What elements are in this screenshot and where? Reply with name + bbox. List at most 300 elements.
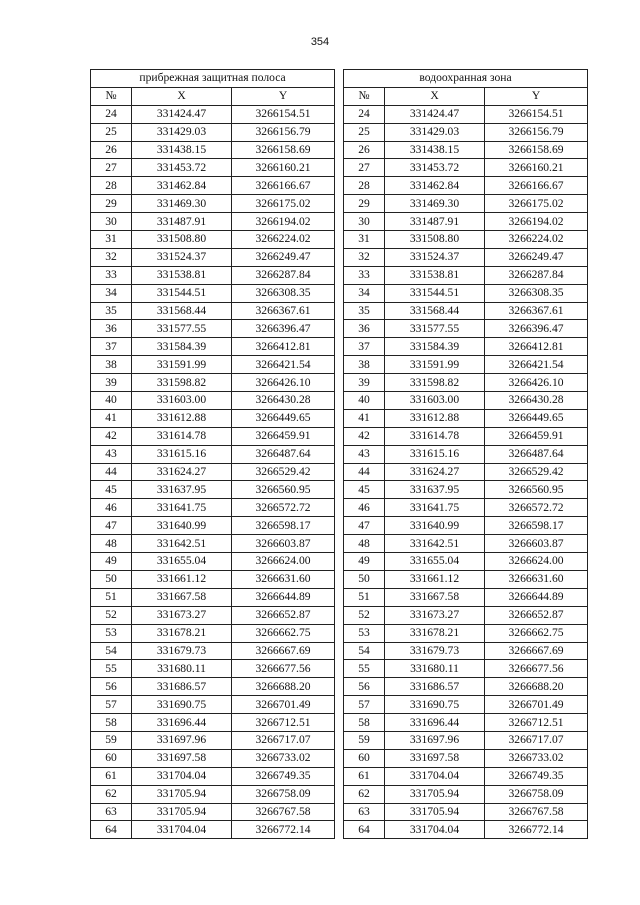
table-row — [91, 767, 335, 785]
cell-number: 46 — [91, 499, 132, 517]
table-row — [344, 231, 588, 249]
table-row — [91, 553, 335, 571]
cell-y: 3266459.91 — [232, 427, 335, 445]
cell-number: 58 — [91, 714, 132, 732]
cell-y: 3266652.87 — [232, 606, 335, 624]
table-row — [344, 606, 588, 624]
cell-number: 35 — [344, 302, 385, 320]
cell-x: 331487.91 — [385, 213, 485, 231]
cell-x: 331584.39 — [385, 338, 485, 356]
table-row — [344, 570, 588, 588]
cell-number: 53 — [91, 624, 132, 642]
cell-y: 3266717.07 — [485, 731, 588, 749]
cell-x: 331637.95 — [385, 481, 485, 499]
cell-x: 331679.73 — [132, 642, 232, 660]
cell-y: 3266631.60 — [232, 570, 335, 588]
cell-y: 3266421.54 — [232, 356, 335, 374]
cell-number: 59 — [344, 731, 385, 749]
cell-number: 29 — [91, 195, 132, 213]
table-row — [344, 213, 588, 231]
cell-x: 331680.11 — [385, 660, 485, 678]
cell-y: 3266772.14 — [232, 821, 335, 839]
table-row — [344, 821, 588, 839]
table-row — [344, 803, 588, 821]
cell-number: 38 — [344, 356, 385, 374]
table-row — [91, 821, 335, 839]
cell-number: 27 — [344, 159, 385, 177]
cell-x: 331429.03 — [132, 123, 232, 141]
cell-y: 3266560.95 — [485, 481, 588, 499]
table-row — [344, 696, 588, 714]
cell-y: 3266249.47 — [485, 248, 588, 266]
cell-x: 331690.75 — [132, 696, 232, 714]
cell-number: 61 — [91, 767, 132, 785]
cell-y: 3266624.00 — [485, 553, 588, 571]
table-row — [91, 284, 335, 302]
cell-y: 3266572.72 — [485, 499, 588, 517]
cell-number: 26 — [91, 141, 132, 159]
cell-y: 3266662.75 — [232, 624, 335, 642]
cell-number: 63 — [91, 803, 132, 821]
table-row — [91, 803, 335, 821]
cell-y: 3266767.58 — [232, 803, 335, 821]
cell-y: 3266701.49 — [485, 696, 588, 714]
cell-number: 45 — [344, 481, 385, 499]
cell-y: 3266487.64 — [232, 445, 335, 463]
cell-y: 3266412.81 — [485, 338, 588, 356]
cell-y: 3266426.10 — [232, 374, 335, 392]
table-title: водоохранная зона — [344, 70, 588, 88]
table-row — [344, 517, 588, 535]
cell-y: 3266758.09 — [485, 785, 588, 803]
cell-y: 3266644.89 — [232, 588, 335, 606]
cell-y: 3266308.35 — [485, 284, 588, 302]
cell-x: 331637.95 — [132, 481, 232, 499]
cell-x: 331696.44 — [132, 714, 232, 732]
cell-number: 41 — [91, 409, 132, 427]
cell-number: 43 — [91, 445, 132, 463]
table-body — [344, 105, 588, 839]
cell-x: 331438.15 — [385, 141, 485, 159]
cell-x: 331603.00 — [132, 392, 232, 410]
cell-y: 3266194.02 — [485, 213, 588, 231]
table-row — [344, 356, 588, 374]
table-row — [91, 231, 335, 249]
table-row — [344, 660, 588, 678]
column-header-number: № — [91, 87, 132, 105]
cell-y: 3266426.10 — [485, 374, 588, 392]
cell-x: 331704.04 — [132, 821, 232, 839]
table-row — [91, 535, 335, 553]
cell-y: 3266308.35 — [232, 284, 335, 302]
cell-number: 28 — [344, 177, 385, 195]
cell-x: 331705.94 — [385, 785, 485, 803]
cell-y: 3266677.56 — [232, 660, 335, 678]
cell-number: 44 — [91, 463, 132, 481]
table-row — [91, 714, 335, 732]
cell-x: 331538.81 — [385, 266, 485, 284]
table-row — [91, 517, 335, 535]
cell-y: 3266749.35 — [485, 767, 588, 785]
table-row — [344, 195, 588, 213]
cell-y: 3266772.14 — [485, 821, 588, 839]
cell-x: 331584.39 — [132, 338, 232, 356]
table-row — [344, 302, 588, 320]
cell-x: 331667.58 — [385, 588, 485, 606]
table-row — [91, 195, 335, 213]
table-row — [91, 588, 335, 606]
cell-y: 3266572.72 — [232, 499, 335, 517]
cell-number: 64 — [91, 821, 132, 839]
cell-x: 331615.16 — [385, 445, 485, 463]
table-row — [344, 266, 588, 284]
cell-y: 3266624.00 — [232, 553, 335, 571]
table-row — [344, 624, 588, 642]
table-row — [91, 409, 335, 427]
table-row — [344, 588, 588, 606]
cell-number: 63 — [344, 803, 385, 821]
cell-x: 331680.11 — [132, 660, 232, 678]
cell-y: 3266717.07 — [232, 731, 335, 749]
table-row — [91, 606, 335, 624]
cell-x: 331568.44 — [385, 302, 485, 320]
cell-x: 331453.72 — [132, 159, 232, 177]
cell-y: 3266712.51 — [232, 714, 335, 732]
cell-number: 42 — [344, 427, 385, 445]
table-row — [344, 678, 588, 696]
cell-number: 40 — [344, 392, 385, 410]
cell-y: 3266767.58 — [485, 803, 588, 821]
cell-y: 3266224.02 — [232, 231, 335, 249]
cell-x: 331673.27 — [385, 606, 485, 624]
cell-number: 55 — [344, 660, 385, 678]
cell-number: 52 — [344, 606, 385, 624]
table-row — [91, 105, 335, 123]
cell-number: 52 — [91, 606, 132, 624]
cell-number: 32 — [344, 248, 385, 266]
cell-y: 3266459.91 — [485, 427, 588, 445]
cell-x: 331508.80 — [132, 231, 232, 249]
cell-number: 50 — [344, 570, 385, 588]
cell-x: 331424.47 — [385, 105, 485, 123]
cell-x: 331614.78 — [385, 427, 485, 445]
cell-y: 3266733.02 — [485, 749, 588, 767]
table-row — [91, 141, 335, 159]
cell-x: 331603.00 — [385, 392, 485, 410]
cell-x: 331705.94 — [132, 785, 232, 803]
cell-number: 36 — [91, 320, 132, 338]
cell-number: 57 — [344, 696, 385, 714]
cell-y: 3266430.28 — [232, 392, 335, 410]
cell-x: 331697.58 — [385, 749, 485, 767]
cell-x: 331624.27 — [132, 463, 232, 481]
table-row — [91, 481, 335, 499]
table-body — [91, 105, 335, 839]
table-row — [91, 731, 335, 749]
cell-y: 3266701.49 — [232, 696, 335, 714]
cell-number: 62 — [91, 785, 132, 803]
cell-number: 34 — [91, 284, 132, 302]
table-row — [344, 481, 588, 499]
cell-y: 3266667.69 — [485, 642, 588, 660]
cell-y: 3266287.84 — [485, 266, 588, 284]
cell-x: 331705.94 — [385, 803, 485, 821]
cell-x: 331524.37 — [132, 248, 232, 266]
cell-x: 331591.99 — [385, 356, 485, 374]
column-header-y: Y — [232, 87, 335, 105]
cell-x: 331462.84 — [385, 177, 485, 195]
table-row — [91, 213, 335, 231]
cell-y: 3266367.61 — [485, 302, 588, 320]
cell-x: 331640.99 — [132, 517, 232, 535]
cell-x: 331705.94 — [132, 803, 232, 821]
table-row — [91, 338, 335, 356]
table-row — [91, 392, 335, 410]
cell-y: 3266156.79 — [232, 123, 335, 141]
cell-number: 39 — [91, 374, 132, 392]
cell-number: 50 — [91, 570, 132, 588]
cell-y: 3266449.65 — [232, 409, 335, 427]
cell-number: 30 — [344, 213, 385, 231]
table-row — [344, 553, 588, 571]
table-row — [344, 427, 588, 445]
cell-y: 3266560.95 — [232, 481, 335, 499]
cell-number: 29 — [344, 195, 385, 213]
cell-number: 57 — [91, 696, 132, 714]
cell-x: 331624.27 — [385, 463, 485, 481]
cell-x: 331640.99 — [385, 517, 485, 535]
table-row — [344, 392, 588, 410]
cell-number: 40 — [91, 392, 132, 410]
table-row — [344, 105, 588, 123]
cell-y: 3266631.60 — [485, 570, 588, 588]
cell-y: 3266598.17 — [485, 517, 588, 535]
cell-y: 3266154.51 — [485, 105, 588, 123]
table-row — [344, 749, 588, 767]
cell-x: 331642.51 — [132, 535, 232, 553]
cell-y: 3266224.02 — [485, 231, 588, 249]
cell-y: 3266603.87 — [485, 535, 588, 553]
table-row — [91, 696, 335, 714]
cell-number: 60 — [91, 749, 132, 767]
table-row — [344, 785, 588, 803]
cell-number: 49 — [91, 553, 132, 571]
cell-number: 30 — [91, 213, 132, 231]
coastal-protection-strip-table — [90, 69, 335, 839]
cell-y: 3266688.20 — [232, 678, 335, 696]
table-row — [344, 141, 588, 159]
cell-y: 3266733.02 — [232, 749, 335, 767]
cell-y: 3266529.42 — [485, 463, 588, 481]
cell-x: 331686.57 — [385, 678, 485, 696]
cell-x: 331704.04 — [385, 767, 485, 785]
cell-x: 331429.03 — [385, 123, 485, 141]
cell-number: 41 — [344, 409, 385, 427]
table-row — [344, 338, 588, 356]
cell-y: 3266529.42 — [232, 463, 335, 481]
table-row — [91, 570, 335, 588]
cell-x: 331615.16 — [132, 445, 232, 463]
cell-y: 3266160.21 — [232, 159, 335, 177]
cell-number: 36 — [344, 320, 385, 338]
cell-x: 331538.81 — [132, 266, 232, 284]
table-row — [91, 785, 335, 803]
cell-x: 331568.44 — [132, 302, 232, 320]
cell-x: 331697.58 — [132, 749, 232, 767]
cell-number: 64 — [344, 821, 385, 839]
cell-x: 331667.58 — [132, 588, 232, 606]
cell-y: 3266160.21 — [485, 159, 588, 177]
table-row — [91, 463, 335, 481]
table-row — [344, 445, 588, 463]
cell-x: 331697.96 — [385, 731, 485, 749]
table-row — [91, 374, 335, 392]
cell-x: 331642.51 — [385, 535, 485, 553]
table-row — [91, 678, 335, 696]
cell-x: 331577.55 — [132, 320, 232, 338]
cell-number: 37 — [91, 338, 132, 356]
cell-number: 44 — [344, 463, 385, 481]
cell-x: 331577.55 — [385, 320, 485, 338]
cell-x: 331704.04 — [132, 767, 232, 785]
cell-x: 331661.12 — [385, 570, 485, 588]
cell-x: 331655.04 — [132, 553, 232, 571]
cell-number: 47 — [344, 517, 385, 535]
table-row — [344, 767, 588, 785]
cell-number: 42 — [91, 427, 132, 445]
cell-y: 3266749.35 — [232, 767, 335, 785]
cell-y: 3266287.84 — [232, 266, 335, 284]
cell-number: 53 — [344, 624, 385, 642]
cell-x: 331655.04 — [385, 553, 485, 571]
table-row — [91, 642, 335, 660]
cell-number: 33 — [344, 266, 385, 284]
cell-y: 3266194.02 — [232, 213, 335, 231]
table-row — [91, 302, 335, 320]
cell-y: 3266158.69 — [232, 141, 335, 159]
cell-number: 26 — [344, 141, 385, 159]
cell-number: 47 — [91, 517, 132, 535]
cell-x: 331462.84 — [132, 177, 232, 195]
cell-y: 3266677.56 — [485, 660, 588, 678]
table-row — [344, 177, 588, 195]
table-row — [344, 123, 588, 141]
cell-number: 31 — [91, 231, 132, 249]
table-row — [344, 499, 588, 517]
cell-number: 62 — [344, 785, 385, 803]
cell-y: 3266652.87 — [485, 606, 588, 624]
cell-number: 51 — [91, 588, 132, 606]
cell-x: 331469.30 — [132, 195, 232, 213]
cell-x: 331469.30 — [385, 195, 485, 213]
cell-number: 48 — [91, 535, 132, 553]
table-row — [91, 660, 335, 678]
cell-x: 331591.99 — [132, 356, 232, 374]
table-row — [91, 320, 335, 338]
cell-number: 37 — [344, 338, 385, 356]
cell-number: 34 — [344, 284, 385, 302]
cell-y: 3266166.67 — [485, 177, 588, 195]
cell-x: 331690.75 — [385, 696, 485, 714]
cell-x: 331544.51 — [385, 284, 485, 302]
cell-x: 331524.37 — [385, 248, 485, 266]
cell-x: 331508.80 — [385, 231, 485, 249]
table-row — [344, 409, 588, 427]
cell-number: 43 — [344, 445, 385, 463]
cell-y: 3266644.89 — [485, 588, 588, 606]
cell-number: 56 — [91, 678, 132, 696]
table-row — [91, 159, 335, 177]
cell-y: 3266156.79 — [485, 123, 588, 141]
cell-number: 33 — [91, 266, 132, 284]
cell-y: 3266667.69 — [232, 642, 335, 660]
cell-y: 3266396.47 — [232, 320, 335, 338]
cell-x: 331598.82 — [132, 374, 232, 392]
cell-number: 56 — [344, 678, 385, 696]
cell-number: 55 — [91, 660, 132, 678]
column-header-number: № — [344, 87, 385, 105]
cell-y: 3266449.65 — [485, 409, 588, 427]
cell-number: 39 — [344, 374, 385, 392]
cell-number: 45 — [91, 481, 132, 499]
cell-x: 331612.88 — [385, 409, 485, 427]
table-row — [344, 714, 588, 732]
cell-x: 331697.96 — [132, 731, 232, 749]
cell-y: 3266412.81 — [232, 338, 335, 356]
table-row — [91, 356, 335, 374]
page-number: 354 — [310, 36, 330, 48]
table-row — [344, 642, 588, 660]
cell-y: 3266166.67 — [232, 177, 335, 195]
cell-y: 3266712.51 — [485, 714, 588, 732]
cell-number: 32 — [91, 248, 132, 266]
cell-x: 331453.72 — [385, 159, 485, 177]
cell-number: 58 — [344, 714, 385, 732]
water-protection-zone-table — [343, 69, 588, 839]
table-row — [344, 248, 588, 266]
cell-y: 3266249.47 — [232, 248, 335, 266]
cell-y: 3266662.75 — [485, 624, 588, 642]
cell-number: 35 — [91, 302, 132, 320]
table-row — [344, 731, 588, 749]
cell-number: 60 — [344, 749, 385, 767]
cell-x: 331612.88 — [132, 409, 232, 427]
cell-y: 3266603.87 — [232, 535, 335, 553]
cell-number: 54 — [91, 642, 132, 660]
table-row — [91, 445, 335, 463]
table-row — [344, 284, 588, 302]
column-header-x: X — [132, 87, 232, 105]
table-row — [91, 624, 335, 642]
cell-number: 25 — [91, 123, 132, 141]
column-header-y: Y — [485, 87, 588, 105]
cell-x: 331679.73 — [385, 642, 485, 660]
cell-y: 3266367.61 — [232, 302, 335, 320]
table-row — [344, 320, 588, 338]
cell-x: 331673.27 — [132, 606, 232, 624]
cell-number: 59 — [91, 731, 132, 749]
cell-number: 49 — [344, 553, 385, 571]
cell-number: 24 — [91, 105, 132, 123]
cell-x: 331678.21 — [132, 624, 232, 642]
table-row — [91, 177, 335, 195]
cell-number: 31 — [344, 231, 385, 249]
cell-number: 61 — [344, 767, 385, 785]
cell-number: 46 — [344, 499, 385, 517]
cell-x: 331614.78 — [132, 427, 232, 445]
table-row — [91, 266, 335, 284]
cell-y: 3266175.02 — [485, 195, 588, 213]
